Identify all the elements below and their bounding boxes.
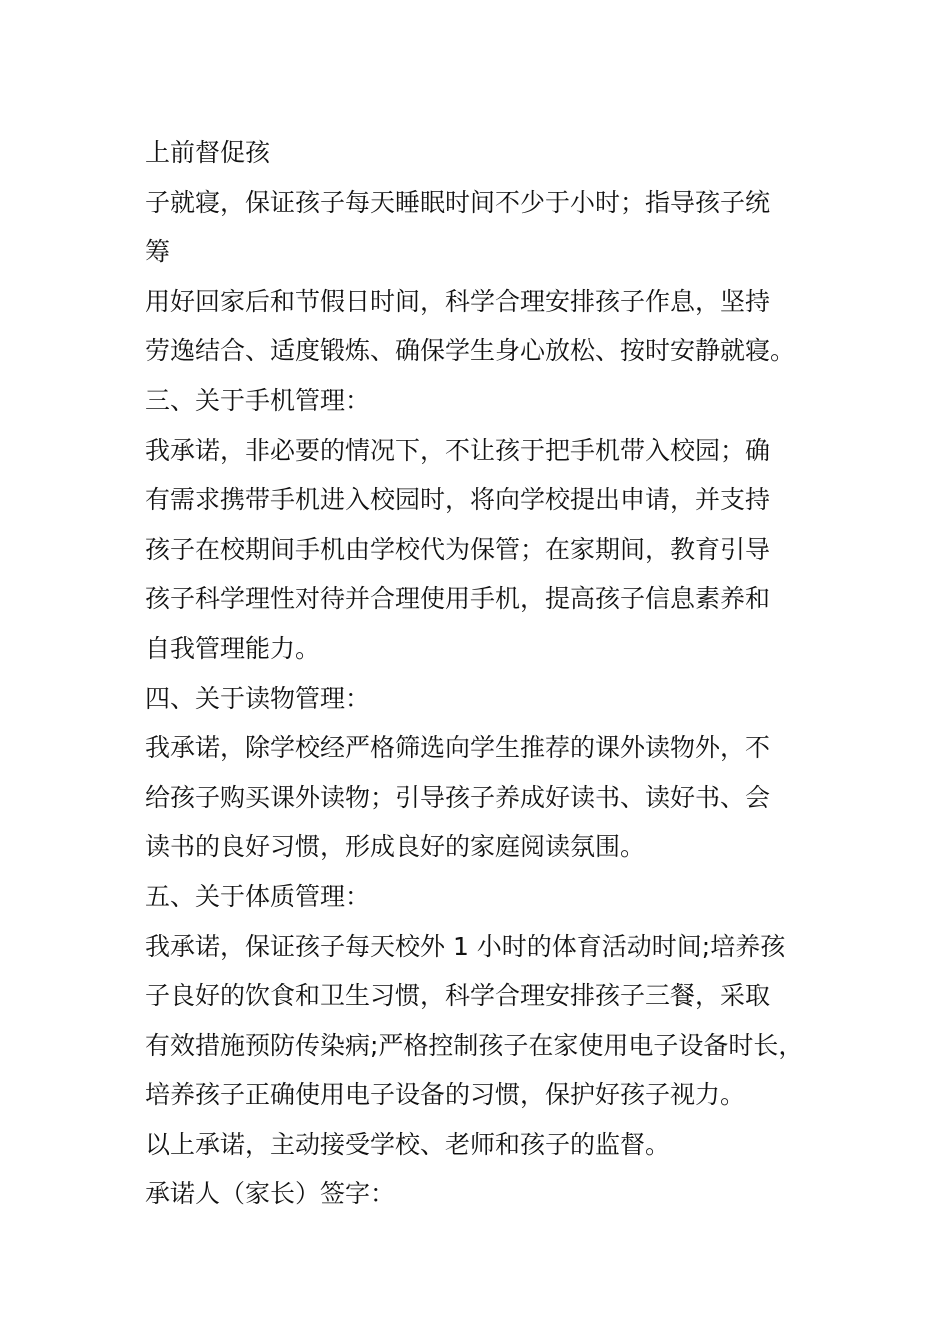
text-line: 我承诺，保证孩子每天校外 1 小时的体育活动时间;培养孩: [145, 931, 786, 961]
text-line: 筹: [145, 237, 171, 267]
section-heading-phone: 三、关于手机管理：: [145, 385, 371, 415]
text-line: 子就寝，保证孩子每天睡眠时间不少于小时；指导孩子统: [145, 187, 771, 217]
text-line: 自我管理能力。: [145, 633, 321, 663]
text-line: 我承诺，除学校经严格筛选向学生推荐的课外读物外，不: [145, 733, 771, 763]
document-body: [145, 128, 845, 1219]
text-line: 用好回家后和节假日时间，科学合理安排孩子作息，坚持: [145, 286, 771, 316]
text-line: 我承诺，非必要的情况下，不让孩于把手机带入校园；确: [145, 435, 771, 465]
section-heading-reading: 四、关于读物管理：: [145, 683, 371, 713]
text-line: 给孩子购买课外读物；引导孩子养成好读书、读好书、会: [145, 782, 771, 812]
text-line: 劳逸结合、适度锻炼、确保学生身心放松、按时安静就寝。: [145, 336, 796, 366]
section-heading-physique: 五、关于体质管理：: [145, 881, 371, 911]
text-line: 有效措施预防传染病;严格控制孩子在家使用电子设备时长，: [145, 1030, 804, 1060]
text-line: 子良好的饮食和卫生习惯，科学合理安排孩子三餐，采取: [145, 981, 771, 1011]
text-line: 有需求携带手机进入校园时，将向学校提出申请，并支持: [145, 485, 771, 515]
signature-label: 承诺人（家长）签字：: [145, 1179, 396, 1209]
text-line: 孩子在校期间手机由学校代为保管；在家期间，教育引导: [145, 534, 771, 564]
text-line: 上前督促孩: [145, 138, 271, 167]
text-line: 孩子科学理性对待并合理使用手机，提高孩子信息素养和: [145, 584, 771, 614]
closing-statement: 以上承诺，主动接受学校、老师和孩子的监督。: [145, 1129, 671, 1159]
text-line: 读书的良好习惯，形成良好的家庭阅读氛围。: [145, 832, 646, 862]
text-line: 培养孩子正确使用电子设备的习惯，保护好孩子视力。: [145, 1080, 746, 1110]
